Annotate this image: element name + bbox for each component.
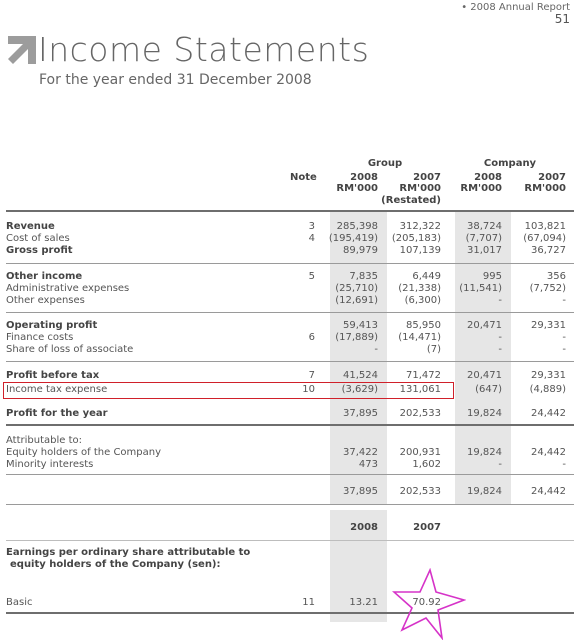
- cell-g2008: (3,629): [341, 384, 378, 395]
- cell-g2008: 59,413: [343, 320, 378, 331]
- row-label-equity-holders: Equity holders of the Company: [6, 447, 162, 458]
- eps-basic-label: Basic: [6, 597, 33, 608]
- group-2007-unit: RM'000: [399, 183, 441, 194]
- cell-g2008: 37,895: [343, 408, 378, 419]
- group-header: Group: [367, 158, 403, 169]
- note-header: Note: [290, 172, 317, 183]
- cell-g2007: 71,472: [406, 370, 441, 381]
- income-tax-highlight-box: [3, 382, 454, 399]
- eps-heading-line1: Earnings per ordinary share attributable to: [6, 547, 251, 558]
- rule-bottom: [6, 612, 574, 614]
- cell-c2007: -: [562, 344, 566, 355]
- cell-c2007: -: [562, 459, 566, 470]
- row-note: 7: [308, 370, 315, 381]
- row-label-income-tax-expense: Income tax expense: [6, 384, 108, 395]
- eps-basic-note: 11: [302, 597, 315, 608]
- cell-c2008: (647): [475, 384, 502, 395]
- cell-c2008: 38,724: [467, 221, 502, 232]
- row-note: 5: [308, 271, 315, 282]
- cell-g2008: 41,524: [343, 370, 378, 381]
- cell-g2008: (12,691): [335, 295, 378, 306]
- row-label-share-of-loss: Share of loss of associate: [6, 344, 134, 355]
- cell-g2007: (7): [426, 344, 441, 355]
- cell-c2007: 36,727: [531, 245, 566, 256]
- cell-g2007: 312,322: [399, 221, 441, 232]
- cell-g2008: 473: [358, 459, 378, 470]
- cell-c2007: 29,331: [531, 320, 566, 331]
- cell-g2008: (25,710): [335, 283, 378, 294]
- report-title: • 2008 Annual Report: [461, 2, 570, 13]
- rule-after-gross-profit: [6, 263, 574, 264]
- cell-c2008: 20,471: [467, 370, 502, 381]
- cell-c2008: 995: [482, 271, 502, 282]
- cell-g2008: 37,422: [343, 447, 378, 458]
- cell-g2007: (14,471): [398, 332, 441, 343]
- row-note: 3: [308, 221, 315, 232]
- cell-c2008: 20,471: [467, 320, 502, 331]
- cell-g2007: 107,139: [399, 245, 441, 256]
- row-label-administrative-expenses: Administrative expenses: [6, 283, 130, 294]
- cell-c2007: -: [562, 332, 566, 343]
- cell-g2007: 202,533: [399, 408, 441, 419]
- group-2008-year: 2008: [350, 172, 378, 183]
- cell-c2008: (7,707): [465, 233, 502, 244]
- cell-g2007: 85,950: [406, 320, 441, 331]
- row-label-other-income: Other income: [6, 271, 83, 282]
- cell-g2008: -: [374, 344, 378, 355]
- cell-c2008: -: [498, 459, 502, 470]
- row-label-cost-of-sales: Cost of sales: [6, 233, 70, 244]
- rule-before-total: [6, 474, 574, 475]
- cell-c2008: -: [498, 295, 502, 306]
- cell-c2007: 356: [546, 271, 566, 282]
- cell-g2007: (205,183): [391, 233, 441, 244]
- row-note: 6: [308, 332, 315, 343]
- company-2007-unit: RM'000: [524, 183, 566, 194]
- rule-after-total: [6, 504, 574, 505]
- row-label-profit-before-tax: Profit before tax: [6, 370, 100, 381]
- page-title: Income Statements: [38, 30, 370, 69]
- row-label-revenue: Revenue: [6, 221, 55, 232]
- cell-g2007: 6,449: [412, 271, 441, 282]
- cell-g2007: 200,931: [399, 447, 441, 458]
- row-label-profit-for-the-year: Profit for the year: [6, 408, 108, 419]
- rule-after-other-expenses: [6, 312, 574, 313]
- table-top-rule: [6, 210, 574, 212]
- cell-g2007: 1,602: [412, 459, 441, 470]
- company-2008-year: 2008: [474, 172, 502, 183]
- row-note: 4: [308, 233, 315, 244]
- cell-g2008: (17,889): [335, 332, 378, 343]
- cell-c2007: 24,442: [531, 408, 566, 419]
- page-subtitle: For the year ended 31 December 2008: [39, 72, 312, 88]
- cell-c2007: -: [562, 295, 566, 306]
- cell-g2008-total: 37,895: [343, 486, 378, 497]
- cell-g2007: (6,300): [404, 295, 441, 306]
- star-annotation-icon: [392, 568, 466, 640]
- row-label-other-expenses: Other expenses: [6, 295, 85, 306]
- cell-c2008: -: [498, 344, 502, 355]
- group-2007-year: 2007: [413, 172, 441, 183]
- cell-c2008: 19,824: [467, 408, 502, 419]
- cell-g2007: (21,338): [398, 283, 441, 294]
- arrow-mark-icon: [6, 34, 40, 68]
- cell-c2008: -: [498, 332, 502, 343]
- cell-g2008: 285,398: [336, 221, 378, 232]
- eps-2007-header: 2007: [413, 522, 441, 533]
- company-header: Company: [483, 158, 537, 169]
- cell-c2007: 29,331: [531, 370, 566, 381]
- cell-c2007: 103,821: [524, 221, 566, 232]
- row-note: 10: [302, 384, 315, 395]
- row-label-finance-costs: Finance costs: [6, 332, 74, 343]
- row-label-operating-profit: Operating profit: [6, 320, 98, 331]
- cell-c2008-total: 19,824: [467, 486, 502, 497]
- rule-eps-header: [6, 540, 574, 541]
- cell-g2008: 7,835: [349, 271, 378, 282]
- cell-g2008: (195,419): [328, 233, 378, 244]
- cell-c2007: (67,094): [523, 233, 566, 244]
- cell-c2008: (11,541): [459, 283, 502, 294]
- row-label-gross-profit: Gross profit: [6, 245, 73, 256]
- cell-g2008: 89,979: [343, 245, 378, 256]
- cell-c2007-total: 24,442: [531, 486, 566, 497]
- company-2007-year: 2007: [538, 172, 566, 183]
- rule-after-profit-for-year: [6, 424, 574, 426]
- eps-heading-line2: equity holders of the Company (sen):: [10, 559, 221, 570]
- row-label-minority-interests: Minority interests: [6, 459, 94, 470]
- eps-basic-2007: 70.92: [412, 597, 441, 608]
- eps-2008-header: 2008: [350, 522, 378, 533]
- page-number: 51: [554, 12, 570, 26]
- eps-basic-2008: 13.21: [349, 597, 378, 608]
- cell-c2008: 19,824: [467, 447, 502, 458]
- rule-after-share-of-loss: [6, 361, 574, 362]
- row-label-attributable-to: Attributable to:: [6, 435, 82, 446]
- cell-c2007: (7,752): [529, 283, 566, 294]
- cell-c2007: (4,889): [529, 384, 566, 395]
- cell-g2007: 131,061: [399, 384, 441, 395]
- cell-c2008: 31,017: [467, 245, 502, 256]
- cell-g2007-total: 202,533: [399, 486, 441, 497]
- company-2008-unit: RM'000: [460, 183, 502, 194]
- group-2008-unit: RM'000: [336, 183, 378, 194]
- cell-c2007: 24,442: [531, 447, 566, 458]
- group-2007-restated: (Restated): [381, 195, 441, 206]
